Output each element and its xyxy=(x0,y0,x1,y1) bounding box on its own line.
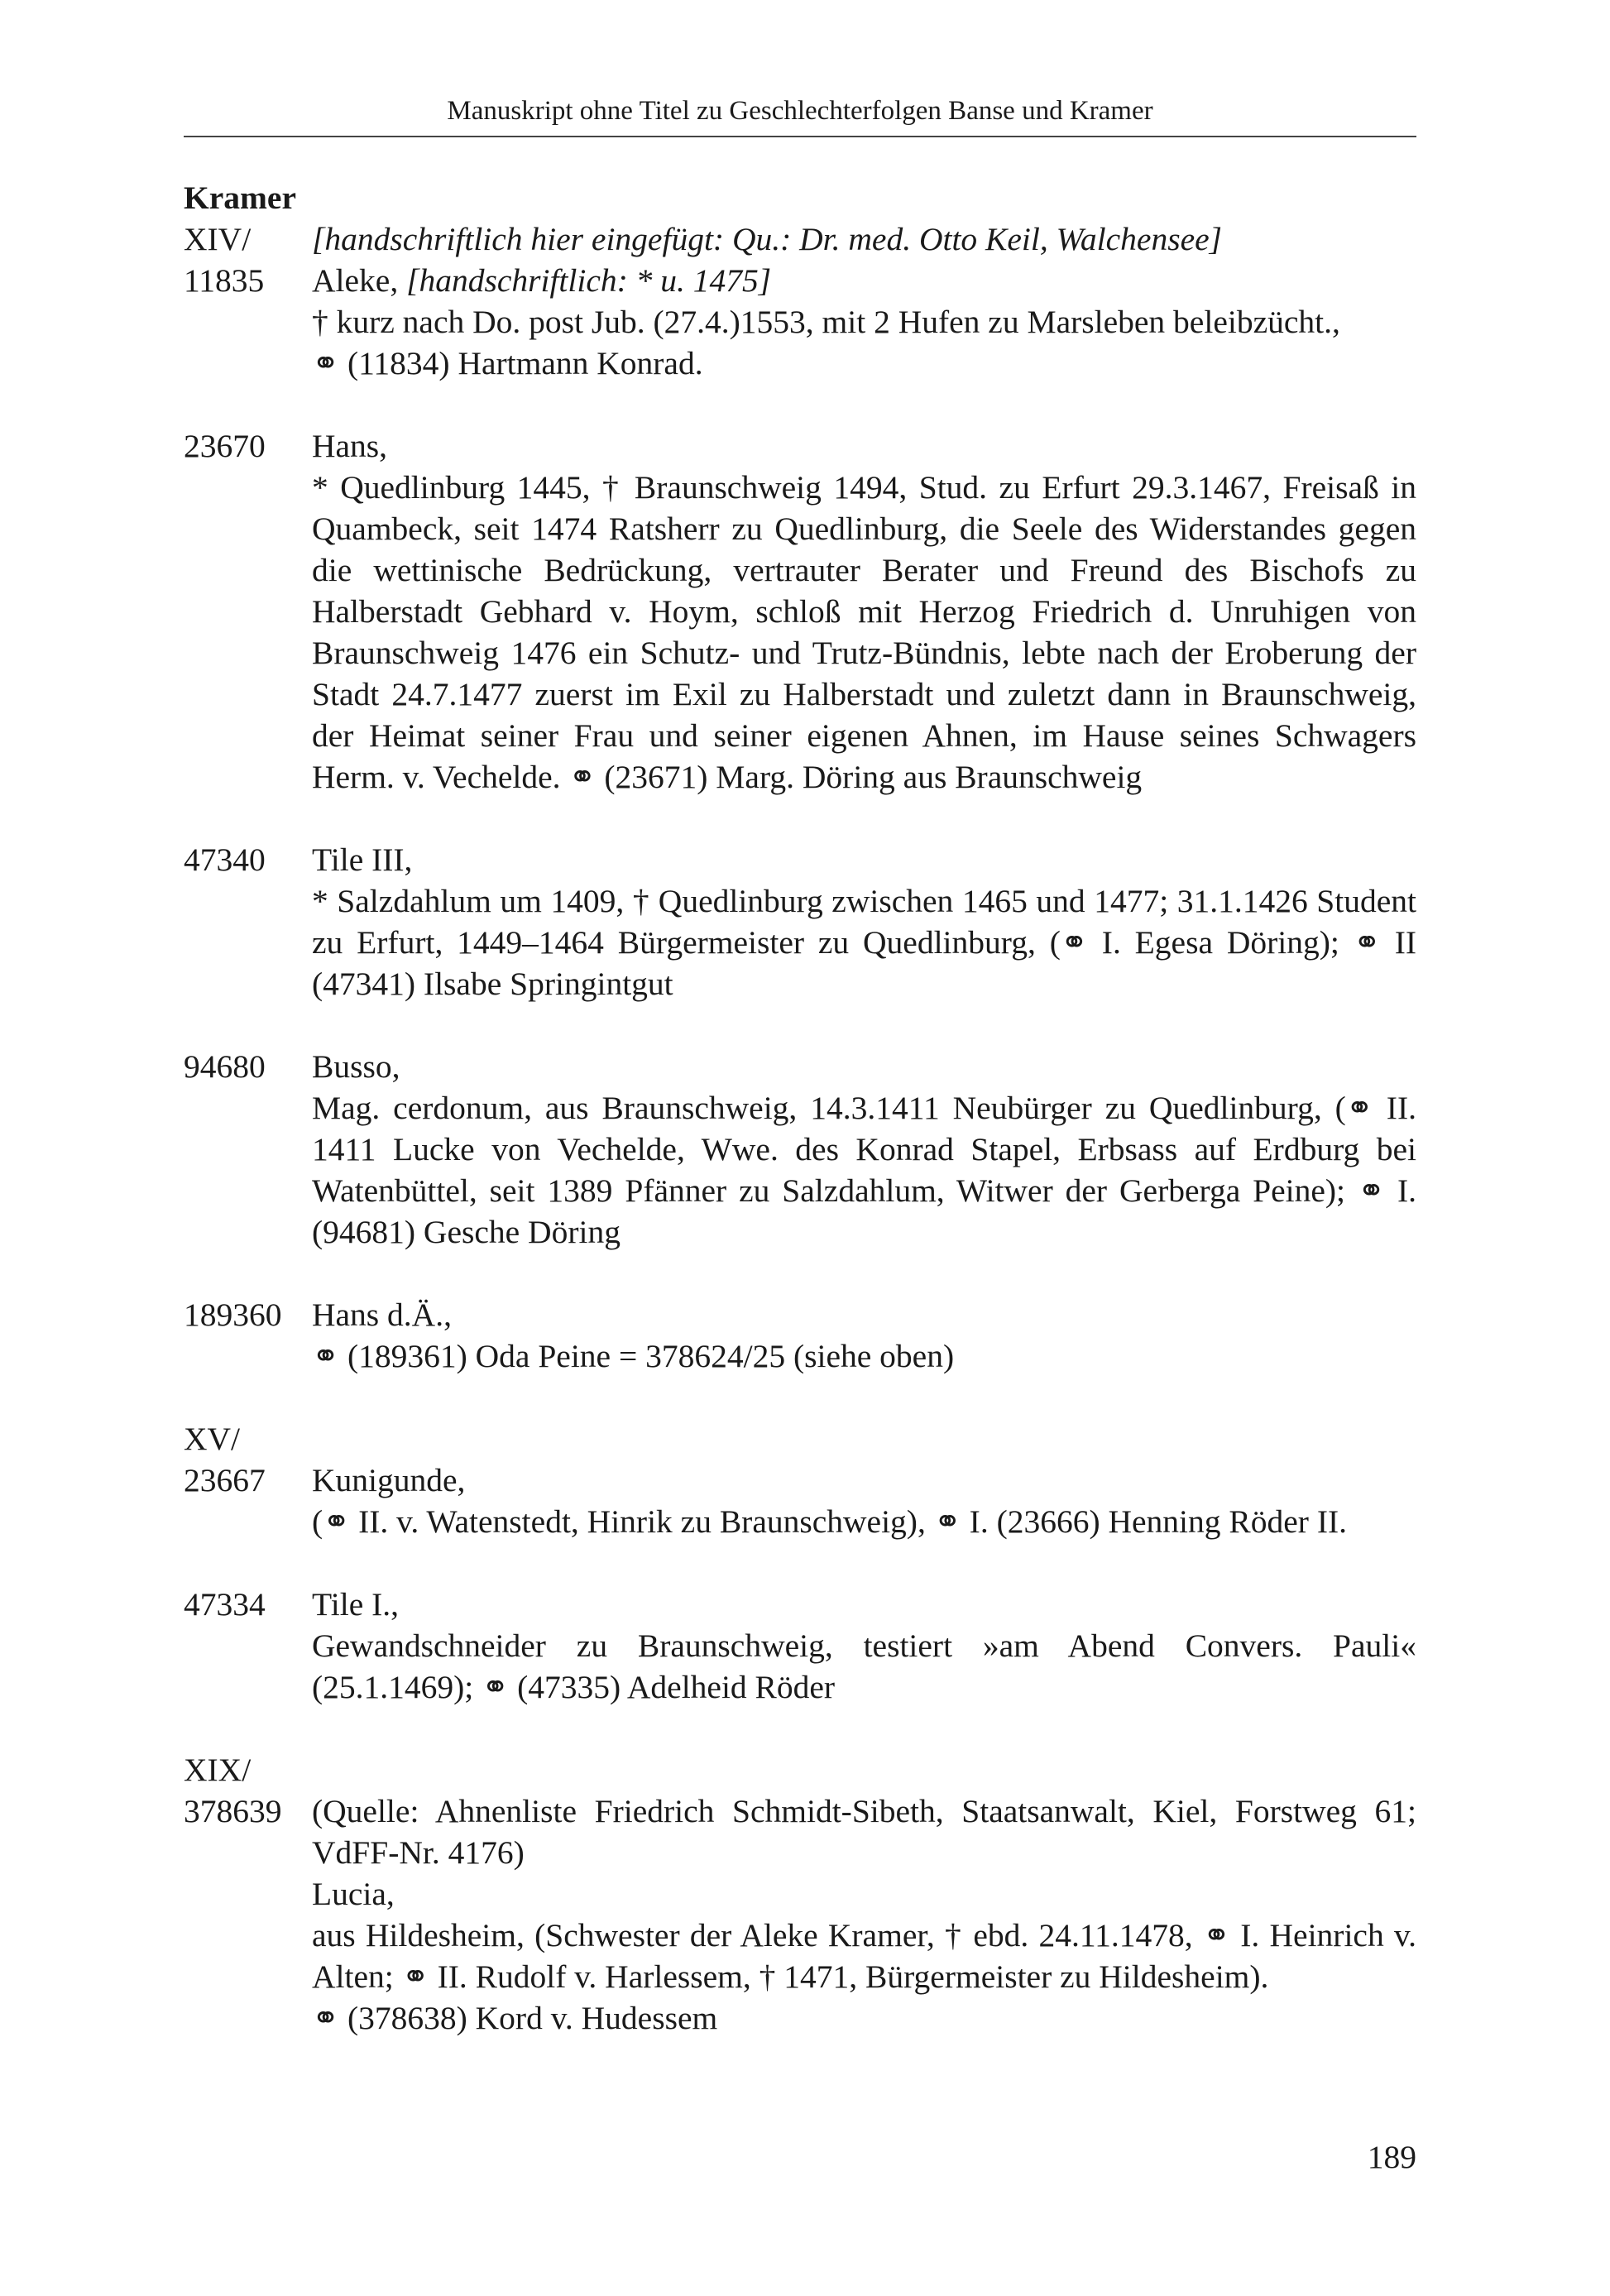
entry-body xyxy=(312,1418,1416,1542)
person-name: Hans d.Ä., xyxy=(312,1297,452,1333)
entry-text: * Quedlinburg 1445, † Braunschweig 1494, Stud. zu Erfurt 29.3.1467, Freisaß in Quambeck, seit 1474 Ratsherr zu Quedlinburg, die Seele des Widerstandes gegen die wettinische Bedrückung, vertrauter Berater und Freund des Bischofs zu Halberstadt Gebhard v. Hoym, schloß mit Herzog Friedrich d. Unruhigen von Braunschweig 1476 ein Schutz- und Trutz-Bündnis, lebte nach der Eroberung der Stadt 24.7.1477 zuerst im Exil zu Halberstadt und zuletzt dann in Braunschweig, der Heimat seiner Frau und seiner eigenen Ahnen, im Hause seines Schwagers Herm. v. Vechelde. ⚭ (23671) Marg. Döring aus Braunschweig xyxy=(312,469,1416,795)
handwritten-note: [handschriftlich: * u. 1475] xyxy=(406,262,772,299)
entry-body xyxy=(312,218,1416,384)
entry-text: * Salzdahlum um 1409, † Quedlinburg zwischen 1465 und 1477; 31.1.1426 Student zu Erfurt, 1449–1464 Bürgermeister zu Quedlinburg, (⚭ I. Egesa Döring); ⚭ II (47341) Ilsabe Springintgut xyxy=(312,883,1416,1002)
person-name: Busso, xyxy=(312,1048,400,1085)
entry-378639 xyxy=(184,1749,1416,2039)
person-name: Tile I., xyxy=(312,1586,399,1623)
entry-text: Mag. cerdonum, aus Braunschweig, 14.3.1411 Neubürger zu Quedlinburg, (⚭ II. 1411 Lucke von Vechelde, Wwe. des Konrad Stapel, Erbsass auf Erdburg bei Watenbüttel, seit 1389 Pfänner zu Salzdahlum, Witwer der Gerberga Peine); ⚭ I. (94681) Gesche Döring xyxy=(312,1090,1416,1250)
person-name: Lucia, xyxy=(312,1876,395,1912)
entry-11835 xyxy=(184,218,1416,384)
running-title: Manuskript ohne Titel zu Geschlechterfolgen Banse und Kramer xyxy=(447,96,1153,126)
entry-body xyxy=(312,1294,1416,1377)
entry-text: aus Hildesheim, (Schwester der Aleke Kramer, † ebd. 24.11.1478, ⚭ I. Heinrich v. Alten; ⚭ II. Rudolf v. Harlessem, † 1471, Bürgermeister zu Hildesheim). xyxy=(312,1917,1416,1995)
entry-text: (⚭ II. v. Watenstedt, Hinrik zu Braunschweig), ⚭ I. (23666) Henning Röder II. xyxy=(312,1503,1348,1540)
entry-number: 47340 xyxy=(184,841,266,878)
entry-number: XV/ 23667 xyxy=(184,1421,266,1498)
person-name: Tile III, xyxy=(312,841,413,878)
name-line xyxy=(312,260,1416,301)
marriage-text: ⚭ (11834) Hartmann Konrad. xyxy=(312,345,703,381)
handwritten-note: [handschriftlich hier eingefügt: Qu.: Dr. med. Otto Keil, Walchensee] xyxy=(312,221,1223,257)
entry-body xyxy=(312,425,1416,798)
entry-body xyxy=(312,1046,1416,1253)
header-rule xyxy=(184,136,1416,137)
entry-47340 xyxy=(184,839,1416,1004)
entry-body xyxy=(312,1584,1416,1708)
entry-body xyxy=(312,1749,1416,2039)
document-page xyxy=(184,0,1416,2296)
section-title: Kramer xyxy=(184,180,296,216)
person-name: Hans, xyxy=(312,428,388,464)
entry-23670 xyxy=(184,425,1416,798)
entry-text: ⚭ (189361) Oda Peine = 378624/25 (siehe oben) xyxy=(312,1338,955,1374)
person-name: Kunigunde, xyxy=(312,1462,466,1498)
marriage-text: ⚭ (378638) Kord v. Hudessem xyxy=(312,2000,718,2036)
entry-94680 xyxy=(184,1046,1416,1253)
source-note: (Quelle: Ahnenliste Friedrich Schmidt-Sibeth, Staatsanwalt, Kiel, Forstweg 61; VdFF-Nr. 4176) xyxy=(312,1793,1416,1871)
entry-number: XIV/ 11835 xyxy=(184,221,265,299)
entry-189360 xyxy=(184,1294,1416,1377)
blank-line xyxy=(312,1418,1416,1460)
entry-text: † kurz nach Do. post Jub. (27.4.)1553, mit 2 Hufen zu Marsleben beleibzücht., xyxy=(312,304,1340,340)
entry-47334 xyxy=(184,1584,1416,1708)
person-name: Aleke, xyxy=(312,262,407,299)
entry-number: 189360 xyxy=(184,1297,282,1333)
entry-23667 xyxy=(184,1418,1416,1542)
entry-number: 47334 xyxy=(184,1586,266,1623)
entry-body xyxy=(312,839,1416,1004)
blank-line xyxy=(312,1749,1416,1790)
page-number: 189 xyxy=(1367,2139,1416,2175)
entry-number: 94680 xyxy=(184,1048,266,1085)
entry-text: Gewandschneider zu Braunschweig, testiert »am Abend Convers. Pauli« (25.1.1469); ⚭ (47335) Adelheid Röder xyxy=(312,1627,1416,1705)
entry-number: XIX/ 378639 xyxy=(184,1752,282,1829)
page-content xyxy=(184,177,1416,2039)
entry-number: 23670 xyxy=(184,428,266,464)
